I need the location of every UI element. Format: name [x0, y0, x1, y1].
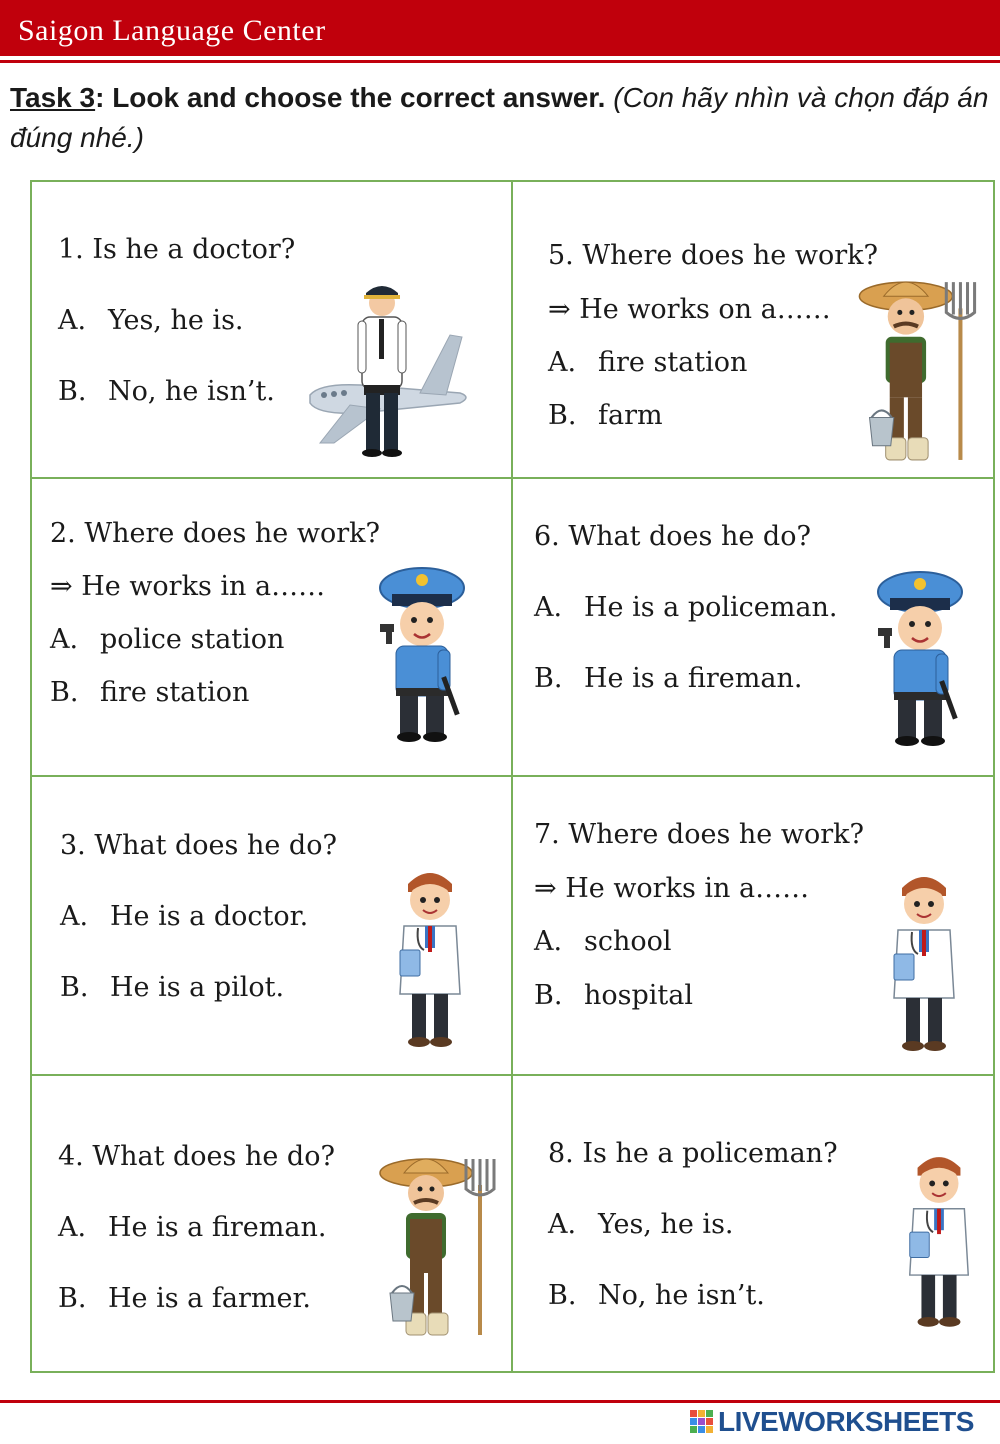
option-text: fire station: [598, 347, 748, 378]
question-2: 2. Where does he work?: [50, 518, 380, 549]
option-letter: A.: [534, 926, 563, 957]
question-7-prompt: ⇒ He works in a……: [534, 873, 810, 904]
question-8-option-a[interactable]: [548, 1209, 734, 1241]
option-letter: B.: [534, 663, 563, 694]
option-letter: A.: [60, 901, 89, 932]
option-letter: A.: [548, 347, 577, 378]
question-3: 3. What does he do?: [60, 830, 337, 861]
farmer-illustration: [378, 1145, 496, 1341]
question-1-option-b[interactable]: [58, 376, 275, 408]
question-7-option-b[interactable]: [534, 980, 693, 1012]
policeman-illustration: [372, 558, 472, 744]
question-6-option-b[interactable]: [534, 663, 802, 695]
option-text: He is a doctor.: [110, 901, 309, 932]
doctor-illustration: [900, 1144, 978, 1332]
option-text: He is a pilot.: [110, 972, 285, 1003]
grid-row-divider-1: [30, 477, 995, 479]
footer-divider: [0, 1400, 1000, 1403]
question-8: 8. Is he a policeman?: [548, 1138, 838, 1169]
task-main-text: Look and choose the correct answer.: [104, 82, 606, 113]
farmer-illustration: [856, 268, 978, 466]
grid-row-divider-2: [30, 775, 995, 777]
question-1-option-a[interactable]: [58, 305, 244, 337]
option-letter: B.: [58, 1283, 87, 1314]
question-2-option-a[interactable]: [50, 624, 284, 656]
option-text: He is a fireman.: [108, 1212, 327, 1243]
task-note: (Con hãy nhìn và chọn đáp án đúng nhé.): [10, 82, 989, 153]
question-6-option-a[interactable]: [534, 592, 837, 624]
header-title: Saigon Language Center: [18, 14, 326, 47]
question-7: 7. Where does he work?: [534, 819, 864, 850]
header-bar: [0, 0, 1000, 56]
option-letter: B.: [60, 972, 89, 1003]
option-text: He is a farmer.: [108, 1283, 311, 1314]
liveworksheets-logo: [690, 1408, 990, 1438]
policeman-illustration: [870, 562, 970, 748]
question-4-option-b[interactable]: [58, 1283, 311, 1315]
option-letter: A.: [548, 1209, 577, 1240]
task-colon: :: [95, 82, 105, 113]
option-letter: B.: [58, 376, 87, 407]
option-text: farm: [598, 400, 663, 431]
question-8-option-b[interactable]: [548, 1280, 765, 1312]
question-2-option-b[interactable]: [50, 677, 249, 709]
option-letter: A.: [534, 592, 563, 623]
logo-text: LIVEWORKSHEETS: [718, 1406, 974, 1437]
option-text: Yes, he is.: [598, 1209, 734, 1240]
doctor-illustration: [390, 862, 470, 1050]
option-letter: B.: [534, 980, 563, 1011]
option-text: He is a fireman.: [584, 663, 803, 694]
task-label: Task 3: [10, 82, 96, 113]
option-text: hospital: [584, 980, 694, 1011]
option-text: No, he isn’t.: [108, 376, 275, 407]
question-7-option-a[interactable]: [534, 926, 672, 958]
question-5-option-b[interactable]: [548, 400, 663, 432]
question-3-option-b[interactable]: [60, 972, 284, 1004]
option-text: school: [584, 926, 672, 957]
question-6: 6. What does he do?: [534, 521, 811, 552]
option-letter: A.: [50, 624, 79, 655]
grid-row-divider-3: [30, 1074, 995, 1076]
pilot-illustration: [300, 275, 480, 460]
question-4: 4. What does he do?: [58, 1141, 335, 1172]
option-text: police station: [100, 624, 285, 655]
question-3-option-a[interactable]: [60, 901, 308, 933]
option-letter: A.: [58, 305, 87, 336]
logo-grid-icon: [690, 1410, 714, 1434]
question-5-prompt: ⇒ He works on a……: [548, 294, 831, 325]
question-2-prompt: ⇒ He works in a……: [50, 571, 326, 602]
option-letter: B.: [548, 400, 577, 431]
task-instruction: [10, 78, 990, 158]
option-text: fire station: [100, 677, 250, 708]
option-letter: B.: [50, 677, 79, 708]
question-5: 5. Where does he work?: [548, 240, 878, 271]
doctor-illustration: [884, 866, 964, 1054]
question-1: 1. Is he a doctor?: [58, 234, 296, 265]
option-letter: A.: [58, 1212, 87, 1243]
question-4-option-a[interactable]: [58, 1212, 326, 1244]
option-letter: B.: [548, 1280, 577, 1311]
option-text: He is a policeman.: [584, 592, 838, 623]
option-text: Yes, he is.: [108, 305, 244, 336]
option-text: No, he isn’t.: [598, 1280, 765, 1311]
header-divider: [0, 60, 1000, 63]
question-5-option-a[interactable]: [548, 347, 747, 379]
